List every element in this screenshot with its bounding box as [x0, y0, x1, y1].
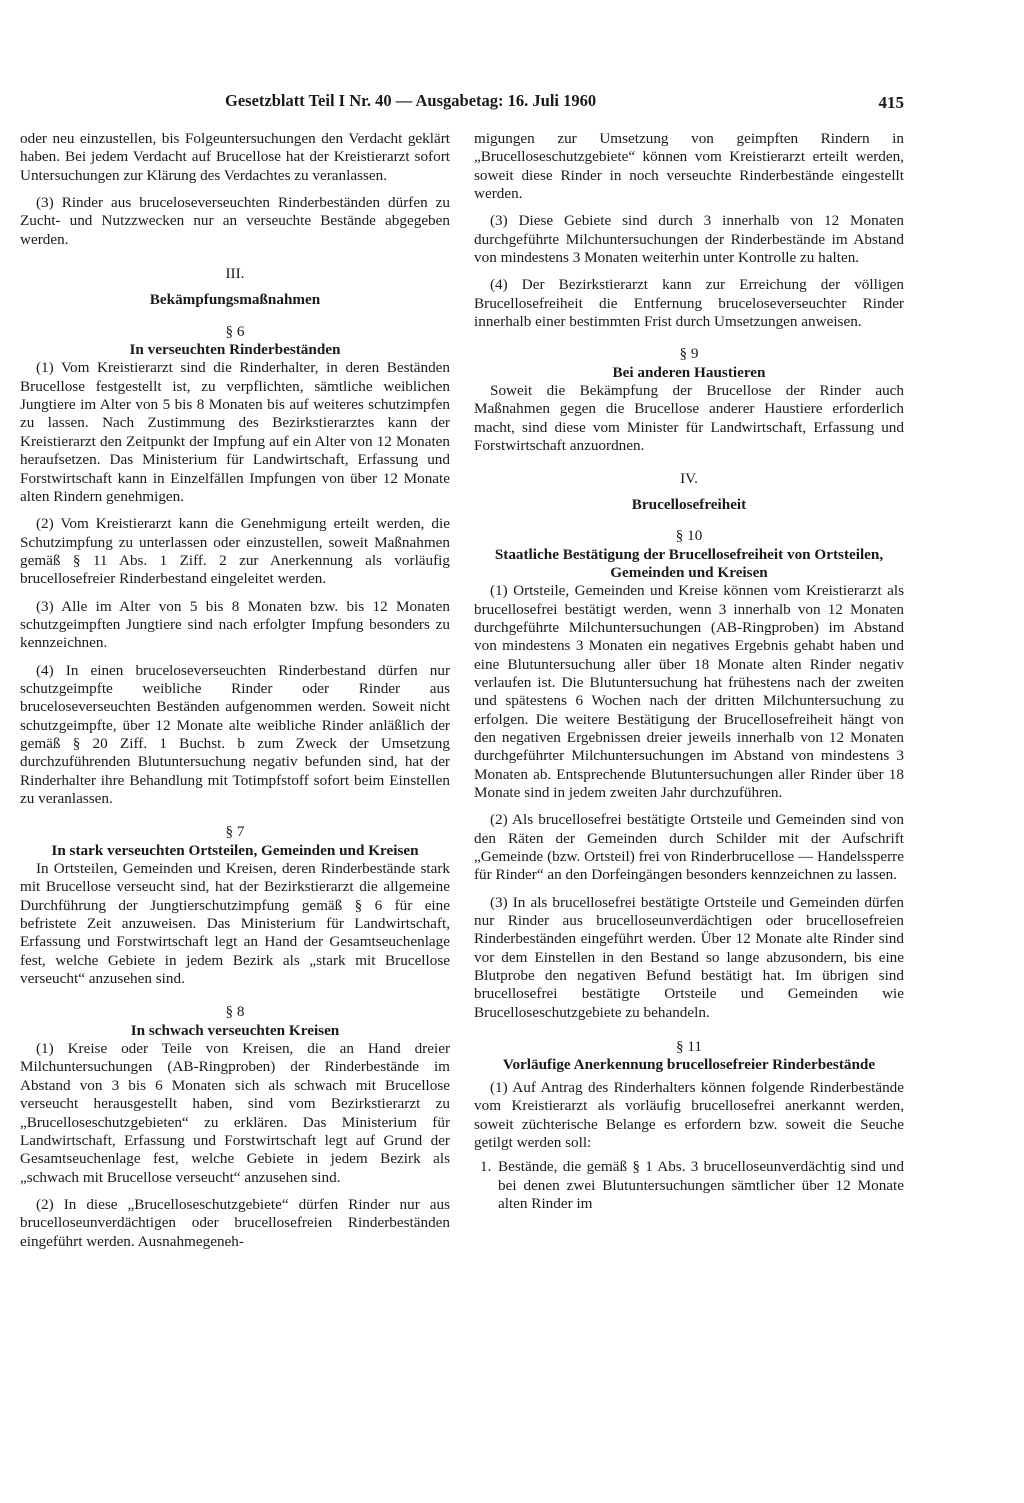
section-9-paragraph: Soweit die Bekämpfung der Brucellose der Rinder auch Maßnahmen gegen die Brucellose anderer Haustiere erforderlich macht, sind diese vom Minister für Landwirtschaft, Erfassung und Forstwirtschaft anzuordnen. [474, 382, 904, 455]
section-10-paragraph-1: (1) Ortsteile, Gemeinden und Kreise können vom Kreistierarzt als brucellosefrei bestätigt werden, wenn 3 innerhalb von 12 Monaten durchgeführte Milchuntersuchungen (AB-Ringproben) im Abstand von mindestens 3 Monaten ein negatives Ergebnis gehabt haben und eine Blutuntersuchung aller über 18 Monate alten Rinder negativ verlaufen ist. Die Blutuntersuchung hat frühestens nach der zweiten und spätestens 6 Wochen nach der dritten Milchuntersuchung zu erfolgen. Die weitere Bestätigung der Brucellosefreiheit hängt von den negativen Ergebnissen dreier jeweils innerhalb von 12 Monaten durchgeführter Milchuntersuchungen im Abstand von mindestens 3 Monaten ab. Entsprechende Blutuntersuchungen aller Rinder über 18 Monate sind in jedem zweiten Jahr durchzuführen. [474, 582, 904, 801]
chapter-title: Bekämpfungsmaßnahmen [149, 291, 321, 309]
section-8-paragraph-2: (2) In diese „Brucelloseschutzgebiete“ dürfen Rinder nur aus brucelloseunverdächtigen oder brucellosefreien Rinderbeständen eingeführt werden. Ausnahmegeneh- [20, 1195, 450, 1250]
list-item-text: Bestände, die gemäß § 1 Abs. 3 brucelloseunverdächtig sind und bei denen zwei Blutuntersuchungen sämtlicher über 12 Monate alten Rinder im [498, 1158, 904, 1212]
section-11-title: Vorläufige Anerkennung brucellosefreier Rinderbestände [502, 1056, 876, 1074]
section-10-number: § 10 [675, 527, 703, 545]
paragraph-continued: migungen zur Umsetzung von geimpften Rindern in „Brucelloseschutzgebiete“ können vom Kreistierarzt erteilt werden, soweit diese Rinder in noch verseuchte Rinderbestände eingestellt werden. [474, 130, 904, 203]
paragraph-continued: oder neu einzustellen, bis Folgeuntersuchungen den Verdacht geklärt haben. Bei jedem Verdacht auf Brucellose hat der Kreistierarzt sofort Untersuchungen zur Klärung des Verdachtes zu veranlassen. [20, 130, 450, 184]
chapter-number: III. [225, 265, 245, 283]
section-10-paragraph-2: (2) Als brucellosefrei bestätigte Ortsteile und Gemeinden sind von den Räten der Gemeinden durch Schilder mit der Aufschrift „Gemeinde (bzw. Ortsteil) frei von Rinderbrucellose — Handelssperre für Rinder“ an den Dorfeingängen besonders kennzeichnen zu lassen. [474, 811, 904, 884]
section-6-paragraph-3: (3) Alle im Alter von 5 bis 8 Monaten bzw. bis 12 Monaten schutzgeimpften Jungtiere sind nach erfolgter Impfung besonders zu kennzeichnen. [20, 597, 450, 652]
section-8-paragraph-1: (1) Kreise oder Teile von Kreisen, die an Hand dreier Milchuntersuchungen (AB-Ringproben) der Rinderbestände im Abstand von 3 bis 6 Monaten sich als schwach mit Brucellose verseucht herausgestellt haben, sind vom Bezirkstierarzt zu „Brucelloseschutzgebieten“ zu erklären. Das Ministerium für Landwirtschaft, Erfassung und Forstwirtschaft legt auf Grund der Gesamtseuchenlage fest, welche Gebiete in jedem Bezirk als „schwach mit Brucellose verseucht“ anzusehen sind. [20, 1040, 450, 1186]
running-header: Gesetzblatt Teil I Nr. 40 — Ausgabetag: 16. Juli 1960 [225, 91, 597, 110]
list-item [474, 1158, 904, 1213]
section-8-title: In schwach verseuchten Kreisen [130, 1021, 340, 1039]
section-6-paragraph-4: (4) In einen bruceloseverseuchten Rinderbestand dürfen nur schutzgeimpfte weibliche Rinder oder Rinder aus bruceloseverseuchten Beständen aufgenommen werden. Soweit nicht schutzgeimpfte, über 12 Monate alte weibliche Rinder anläßlich der gemäß § 20 Ziff. 1 Buchst. b zum Zweck der Umsetzung durchzuführenden Blutuntersuchung negativ befunden sind, hat der Rinderhalter ihre Behandlung mit Totimpfstoff sofort beim Einstellen zu veranlassen. [20, 661, 450, 807]
paragraph-3: (3) Rinder aus bruceloseverseuchten Rinderbeständen dürfen zu Zucht- und Nutzzwecken nur an verseuchte Bestände abgegeben werden. [20, 194, 450, 248]
section-6-title: In verseuchten Rinderbeständen [129, 341, 341, 359]
section-7-title: In stark verseuchten Ortsteilen, Gemeinden und Kreisen [51, 841, 419, 859]
section-7-paragraph: In Ortsteilen, Gemeinden und Kreisen, deren Rinderbestände stark mit Brucellose verseucht sind, hat der Bezirkstierarzt die allgemeine Durchführung der Jungtierschutzimpfung gemäß § 6 für eine befristete Zeit anzuweisen. Das Ministerium für Landwirtschaft, Erfassung und Forstwirtschaft legt an Hand der Gesamtseuchenlage fest, welche Gebiete in jedem Bezirk als „stark mit Brucellose verseucht“ anzusehen sind. [20, 860, 450, 988]
section-6-number: § 6 [225, 322, 245, 340]
section-9-number: § 9 [679, 345, 699, 363]
section-8-paragraph-4: (4) Der Bezirkstierarzt kann zur Erreichung der völligen Brucellosefreiheit die Entfernung bruceloseverseuchter Rinder innerhalb einer bestimmten Frist durch Umsetzungen anweisen. [474, 276, 904, 331]
section-7-number: § 7 [225, 823, 245, 841]
page-number: 415 [878, 93, 904, 112]
section-6-paragraph-1: (1) Vom Kreistierarzt sind die Rinderhalter, in deren Beständen Brucellose festgestellt ist, zu verpflichten, sämtliche weiblichen Jungtiere im Alter von 5 bis 8 Monaten bis auf weiteres schutzimpfen zu lassen. Nach Zustimmung des Bezirkstierarztes kann der Kreistierarzt den Zeitpunkt der Impfung auf ein Alter von 12 Monaten heraufsetzen. Das Ministerium für Landwirtschaft, Erfassung und Forstwirtschaft kann in Einzelfällen Impfungen von über 12 Monate alten Rindern genehmigen. [20, 359, 450, 505]
chapter-number: IV. [680, 469, 698, 487]
section-6-paragraph-2: (2) Vom Kreistierarzt kann die Genehmigung erteilt werden, die Schutzimpfung zu unterlassen oder einzustellen, soweit Maßnahmen gemäß § 11 Abs. 1 Ziff. 2 zur Anerkennung als vorläufig brucellosefreier Rinderbestand eingeleitet werden. [20, 515, 450, 588]
chapter-title: Brucellosefreiheit [631, 495, 747, 513]
section-8-paragraph-3: (3) Diese Gebiete sind durch 3 innerhalb von 12 Monaten durchgeführte Milchuntersuchungen der Rinderbestände im Abstand von mindestens 3 Monaten weiterhin unter Kontrolle zu halten. [474, 212, 904, 267]
section-10-title: Staatliche Bestätigung der Brucellosefreiheit von Ortsteilen, Gemeinden und Kreisen [494, 545, 884, 581]
section-11-paragraph-1: (1) Auf Antrag des Rinderhalters können folgende Rinderbestände vom Kreistierarzt als vorläufig brucellosefrei anerkannt werden, soweit züchterische Belange es erfordern bzw. soweit die Seuche getilgt werden soll: [474, 1078, 904, 1151]
left-column [20, 130, 450, 1251]
list-item-number: 1. [480, 1158, 492, 1176]
section-10-paragraph-3: (3) In als brucellosefrei bestätigte Ortsteile und Gemeinden dürfen nur Rinder aus brucelloseunverdächtigen oder brucellosefreien Rinderbeständen eingeführt werden. Über 12 Monate alte Rinder sind vor dem Einstellen in den Bestand so lange abzusondern, bis eine Blutprobe den negativen Befund bestätigt hat. Im übrigen sind brucellosefrei bestätigte Ortsteile und Gemeinden wie Brucelloseschutzgebiete zu behandeln. [474, 893, 904, 1021]
right-column [474, 130, 904, 1213]
section-11-number: § 11 [675, 1038, 702, 1056]
page-header [20, 91, 904, 111]
section-9-title: Bei anderen Haustieren [612, 363, 766, 381]
section-8-number: § 8 [225, 1003, 245, 1021]
